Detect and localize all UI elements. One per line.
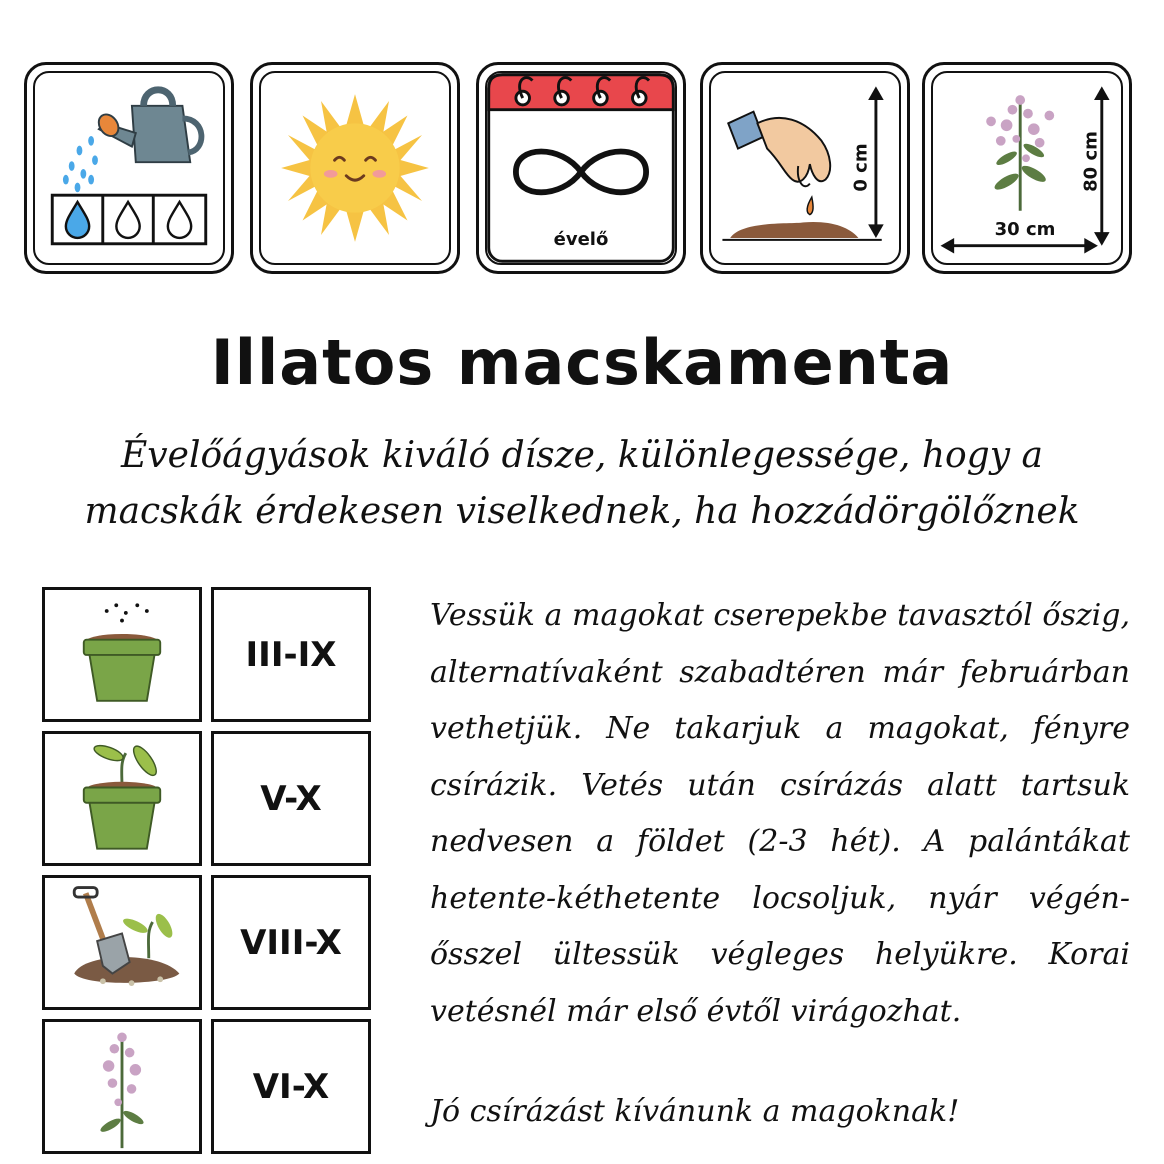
lifecycle-card [476,62,686,274]
flowering-plant-icon [45,1022,199,1151]
watering-can-icon [27,65,231,271]
lifecycle-label: évelő [553,229,609,250]
sowing-pot-icon [45,590,199,719]
schedule-months-cell: V-X [211,731,371,866]
care-icons-row [24,62,1140,278]
sun-icon [253,65,457,271]
schedule-months-cell: III-IX [211,587,371,722]
schedule-months-cell: VIII-X [211,875,371,1010]
closing-text: Jó csírázást kívánunk a magoknak! [430,1094,960,1129]
schedule-icon-cell [42,587,202,722]
sun-card [250,62,460,274]
sowing-depth-label: 0 cm [850,143,872,192]
schedule-grid [42,587,374,1155]
plant-size-card [922,62,1132,274]
sowing-depth-card [700,62,910,274]
seedling-pot-icon [45,734,199,863]
shovel-planting-icon [45,878,199,1007]
watering-card [24,62,234,274]
schedule-icon-cell [42,1019,202,1154]
schedule-icon-cell [42,731,202,866]
plant-height-label: 80 cm [1080,131,1102,192]
page-subtitle: Évelőágyások kiváló dísze, különlegessége, hogy a macskák érdekesen viselkednek, ha hozzádörgölőznek [84,435,1080,532]
hand-sowing-icon [703,65,907,271]
page-title: Illatos macskamenta [210,326,954,399]
description-text [430,588,1130,1040]
schedule-icon-cell [42,875,202,1010]
plant-width-label: 30 cm [994,219,1056,240]
description-paragraph: Vessük a magokat cserepekbe tavasztól őszig, alternatívaként szabadtéren már februárban vethetjük. Ne takarjuk a magokat, fényre csírázik. Vetés után csírázás alatt tartsuk nedvesen a földet (2-3 hét). A palántákat hetente-kéthetente locsoljuk, nyár végén-ősszel ültessük végleges helyükre. Korai vetésnél már első évtől virágozhat. [430,598,1130,1029]
schedule-months-cell: VI-X [211,1019,371,1154]
